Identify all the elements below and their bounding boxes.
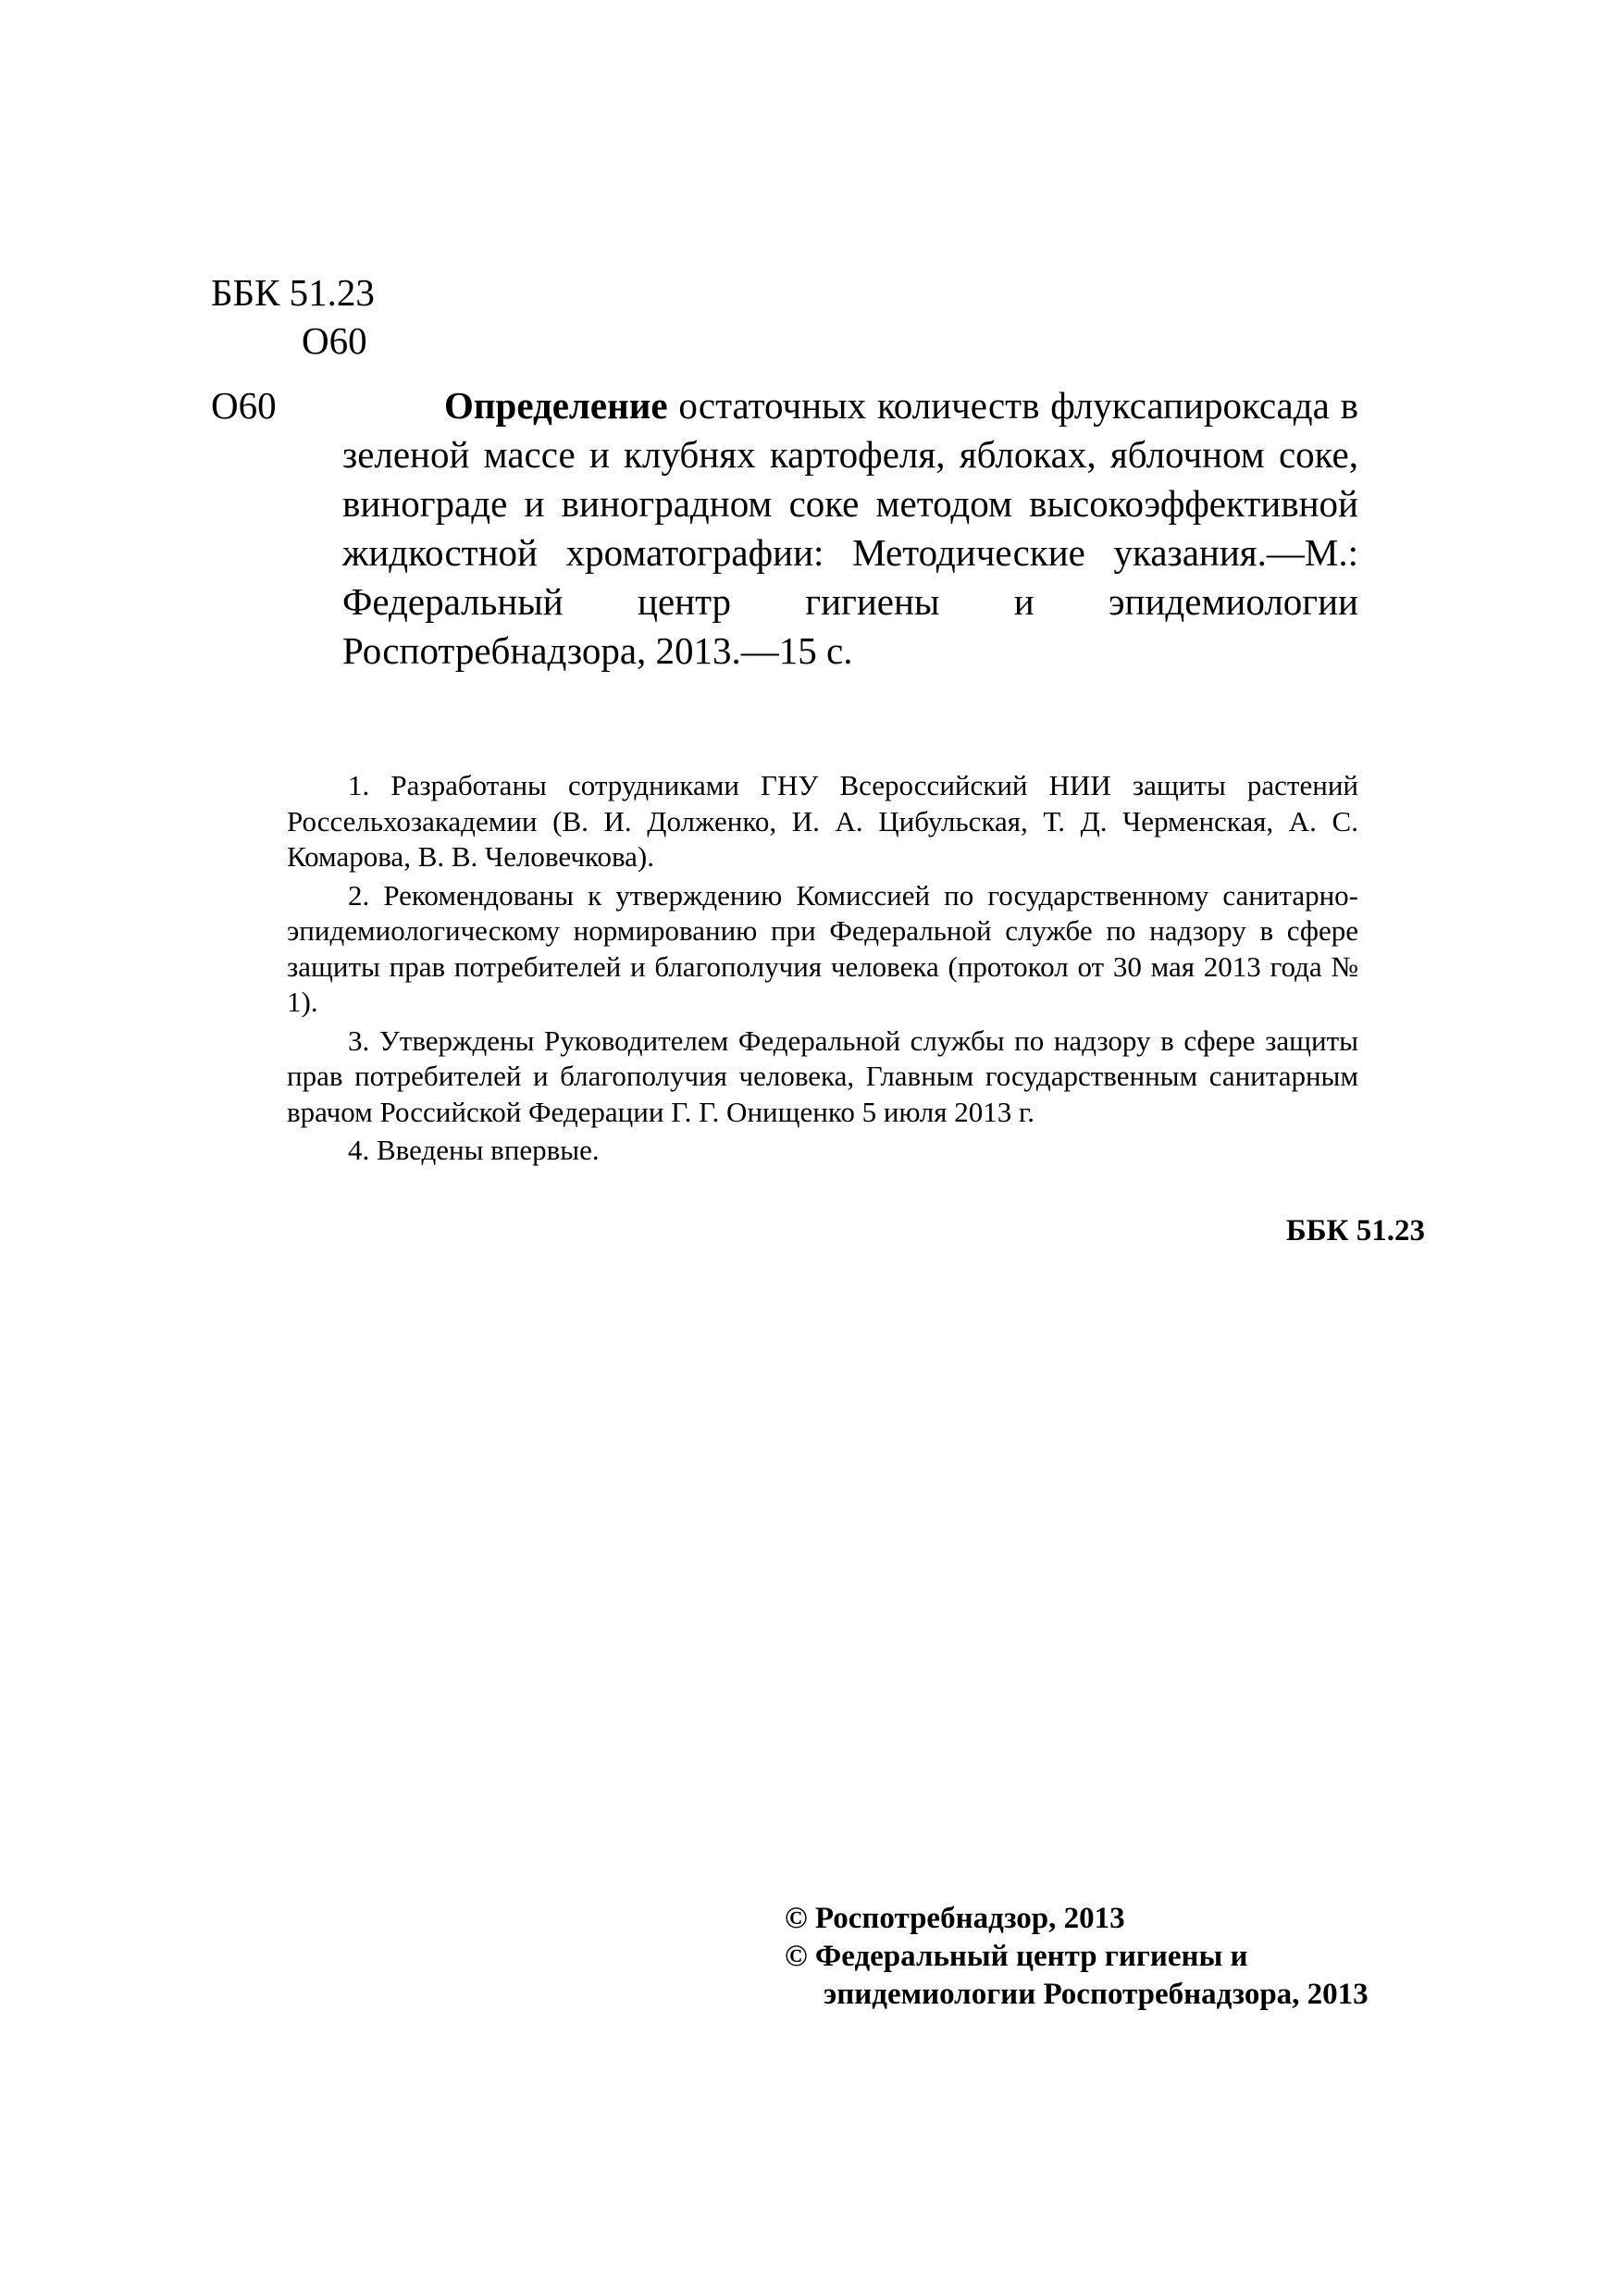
bbk-footer: ББК 51.23 [1285, 1214, 1425, 1247]
copyright-line: © Федеральный центр гигиены и [785, 1940, 1248, 1973]
copyright-block [785, 1900, 1432, 2014]
note-item: 4. Введены впервые. [348, 1134, 600, 1166]
bbk-header [211, 268, 375, 365]
author-sign: О60 [302, 319, 367, 362]
note-item: 3. Утверждены Руководителем Федеральной службы по надзору в сфере защиты прав потребителей и благополучия человека, Главным государственным санитарным врачом Российской Федерации Г. Г. Онищенко 5 июля 2013 г. [287, 1024, 1358, 1128]
bbk-index: ББК 51.23 [211, 271, 375, 314]
note-item: 1. Разработаны сотрудниками ГНУ Всероссийский НИИ защиты растений Россельхозакадемии (В. И. Долженко, И. А. Цибульская, Т. Д. Черменская, А. С. Комарова, В. В. Человечкова). [287, 769, 1358, 873]
entry-author-sign: О60 [211, 384, 277, 427]
publication-notes [287, 768, 1358, 1172]
bibliographic-entry [211, 381, 1358, 676]
copyright-line: © Роспотребнадзор, 2013 [785, 1902, 1125, 1935]
entry-description: остаточных количеств флуксапироксада в зеленой массе и клубнях картофеля, яблоках, яблочном соке, винограде и виноградном соке методом высокоэффективной жидкостной хроматографии: Методические указания.—М.: Федеральный центр гигиены и эпидемиологии Роспотребнадзора, 2013.—15 с. [342, 384, 1358, 672]
entry-text [342, 381, 1358, 676]
entry-title: Определение [444, 384, 668, 427]
copyright-line: эпидемиологии Роспотребнадзора, 2013 [824, 1978, 1369, 2011]
note-item: 2. Рекомендованы к утверждению Комиссией по государственному санитарно-эпидемиологическому нормированию при Федеральной службе по надзору в сфере защиты прав потребителей и благополучия человека (протокол от 30 мая 2013 года № 1). [287, 878, 1358, 1018]
